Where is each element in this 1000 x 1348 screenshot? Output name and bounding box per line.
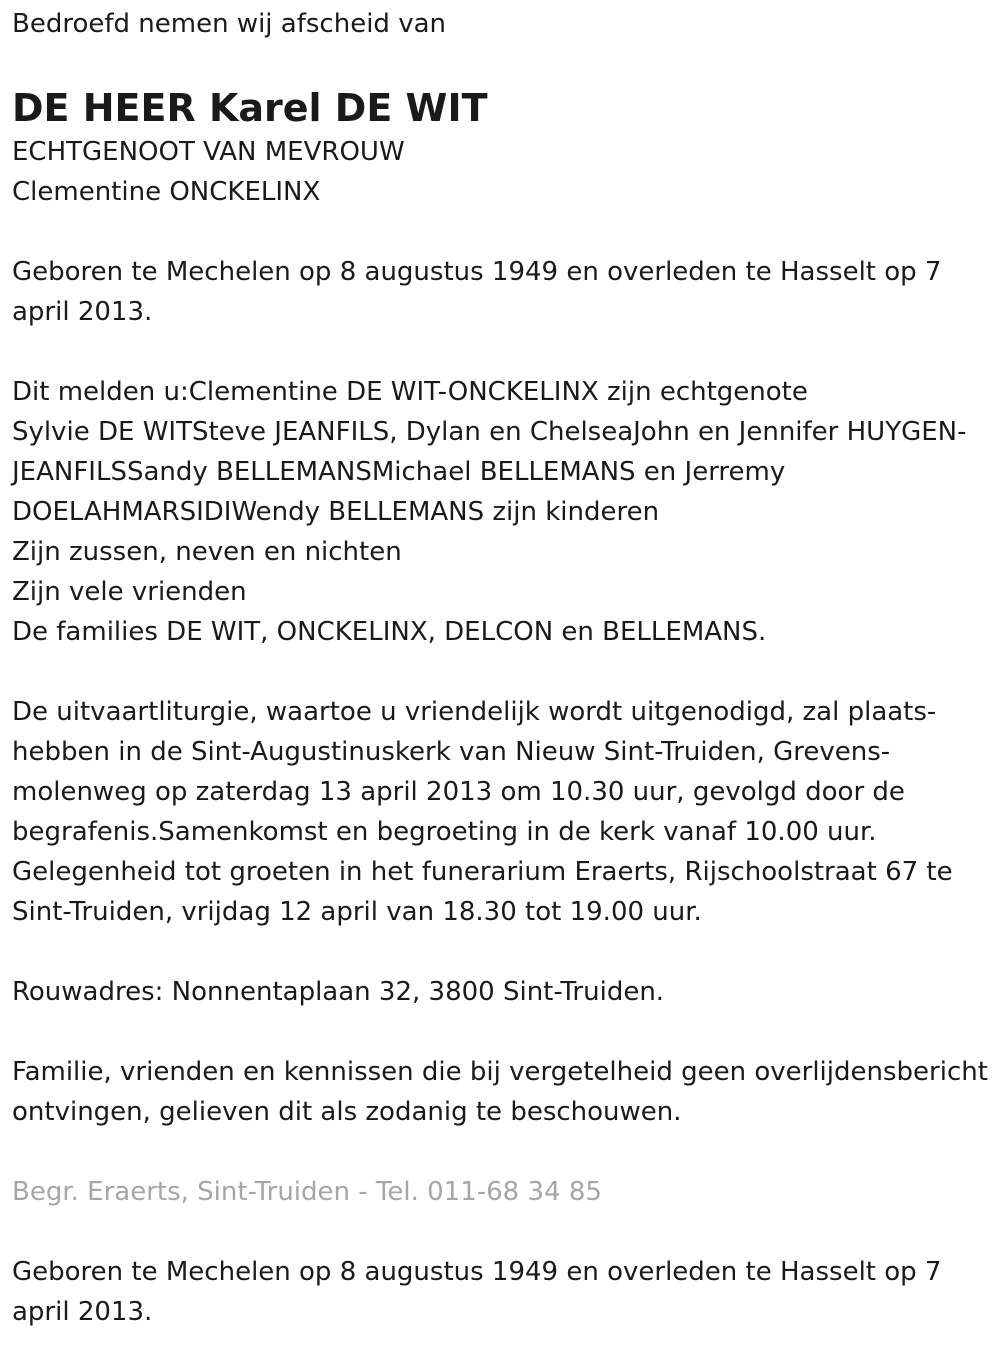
mourning-address: Rouwadres: Nonnentaplaan 32, 3800 Sint-Truiden. (12, 977, 665, 1007)
family-siblings-line: Zijn zussen, neven en nichten (12, 537, 402, 567)
spouse-name: Clementine ONCKELINX (12, 177, 321, 207)
family-friends-line: Zijn vele vrienden (12, 577, 247, 607)
birth-death-text: Geboren te Mechelen op 8 augustus 1949 en overleden te Hasselt op 7 april 2013. (12, 257, 942, 327)
spouse-title: ECHTGENOOT VAN MEVROUW (12, 137, 405, 167)
deceased-name: DE HEER Karel DE WIT (12, 86, 488, 130)
funeral-text: De uitvaartliturgie, waartoe u vriendelijk wordt uitgenodigd, zal plaats-hebben in de Sint-Augustinuskerk van Nieuw Sint-Truiden, Grevens-molenweg op zaterdag 13 april 2013 om 10.30 uur, gevolgd door de begrafenis.Samenkomst en begroeting in de kerk vanaf 10.00 uur. Gelegenheid tot groeten in het funerarium Eraerts, Rijschoolstraat 67 te Sint-Truiden, vrijdag 12 april van 18.30 tot 19.00 uur. (12, 697, 953, 927)
family-children-line: Sylvie DE WITSteve JEANFILS, Dylan en ChelseaJohn en Jennifer HUYGEN-JEANFILSSandy BELLEMANSMichael BELLEMANS en Jerremy DOELAHMARSIDIWendy BELLEMANS zijn kinderen (12, 417, 967, 527)
family-spouse-line: Dit melden u:Clementine DE WIT-ONCKELINX zijn echtgenote (12, 377, 808, 407)
undertaker-text: Begr. Eraerts, Sint-Truiden - Tel. 011-68 34 85 (12, 1177, 602, 1207)
birth-death-repeat: Geboren te Mechelen op 8 augustus 1949 en overleden te Hasselt op 7 april 2013. (12, 1257, 942, 1327)
family-section (12, 372, 988, 652)
notice-text: Familie, vrienden en kennissen die bij vergetelheid geen overlijdensbericht ontvingen, gelieven dit als zodanig te beschouwen. (12, 1057, 988, 1127)
family-families-line: De families DE WIT, ONCKELINX, DELCON en BELLEMANS. (12, 617, 767, 647)
intro-text: Bedroefd nemen wij afscheid van (12, 9, 446, 39)
